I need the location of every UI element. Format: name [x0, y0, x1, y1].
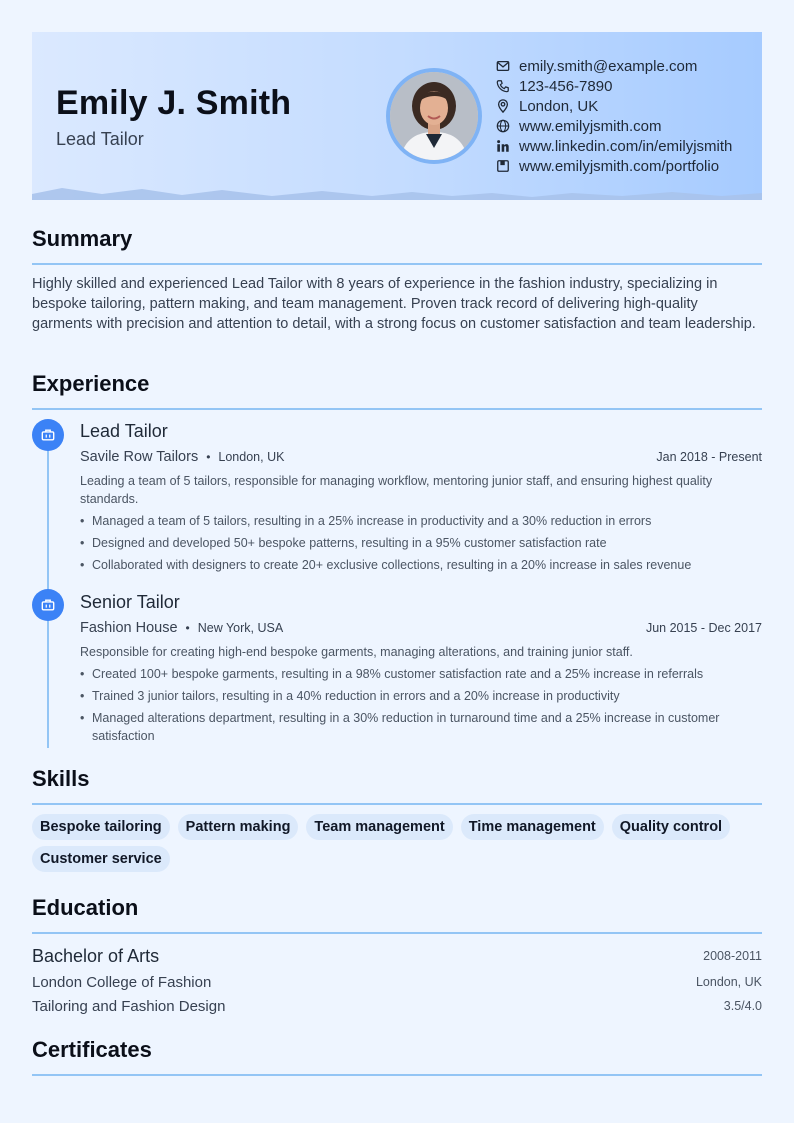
contact-email[interactable]: [496, 56, 732, 76]
education-gpa: 3.5/4.0: [723, 999, 762, 1013]
job-location: New York, USA: [197, 621, 284, 635]
education-school: London College of Fashion: [32, 973, 212, 991]
skill-chip: Time management: [461, 814, 604, 840]
job-entry: [80, 418, 762, 578]
contact-portfolio[interactable]: [496, 156, 732, 176]
summary-text: Highly skilled and experienced Lead Tailor with 8 years of experience in the fashion industry, specializing in bespoke tailoring, pattern making, and team management. Proven track record of delivering high-quality garments with precision and attention to detail, with a strong focus on customer satisfaction and team leadership.: [32, 276, 756, 332]
mail-icon: [496, 59, 510, 73]
job-company: Savile Row Tailors: [80, 449, 199, 465]
portfolio-icon: [496, 159, 510, 173]
phone-icon: [496, 79, 510, 93]
job-description: Responsible for creating high-end bespoke garments, managing alterations, and training junior staff.: [80, 645, 633, 659]
summary-divider: [32, 263, 762, 265]
education-heading: Education: [32, 895, 139, 920]
job-title: Lead Tailor: [80, 421, 168, 441]
contact-portfolio-text: www.emilyjsmith.com/portfolio: [519, 157, 720, 175]
list-item: • Created 100+ bespoke garments, resulting in a 98% customer satisfaction rate and a 25% increase in referrals: [80, 665, 762, 683]
candidate-role: Lead Tailor: [56, 129, 144, 149]
location-pin-icon: [496, 99, 510, 113]
contact-website[interactable]: [496, 116, 732, 136]
contact-list: [496, 56, 732, 176]
job-entry: [80, 589, 762, 749]
education-field: Tailoring and Fashion Design: [32, 997, 226, 1015]
contact-phone[interactable]: [496, 76, 732, 96]
contact-location: [496, 96, 732, 116]
skill-chip: Team management: [306, 814, 452, 840]
list-item: • Designed and developed 50+ bespoke patterns, resulting in a 95% customer satisfaction rate: [80, 534, 762, 552]
job-meta: [80, 444, 762, 470]
briefcase-icon: [32, 419, 64, 451]
education-degree: Bachelor of Arts: [32, 945, 160, 966]
meta-separator: •: [206, 450, 211, 464]
skill-chip: Pattern making: [178, 814, 299, 840]
education-location: London, UK: [695, 975, 762, 989]
education-divider: [32, 932, 762, 934]
list-item: • Collaborated with designers to create 20+ exclusive collections, resulting in a 20% increase in sales revenue: [80, 556, 762, 574]
globe-icon: [496, 119, 510, 133]
meta-separator: •: [185, 621, 190, 635]
education-years: 2008-2011: [703, 949, 762, 963]
contact-linkedin-text: www.linkedin.com/in/emilyjsmith: [519, 137, 733, 155]
certificates-heading: Certificates: [32, 1037, 152, 1062]
contact-email-text: emily.smith@example.com: [519, 57, 698, 75]
job-title: Senior Tailor: [80, 592, 180, 612]
certificates-divider: [32, 1074, 762, 1076]
header-wave-decoration: [32, 184, 762, 200]
job-achievements: [80, 512, 762, 574]
experience-heading: Experience: [32, 371, 150, 396]
job-dates: Jan 2018 - Present: [656, 450, 762, 464]
profile-photo: [386, 68, 482, 164]
contact-linkedin[interactable]: [496, 136, 732, 156]
job-dates: Jun 2015 - Dec 2017: [645, 621, 762, 635]
skill-chip: Bespoke tailoring: [32, 814, 170, 840]
summary-heading: Summary: [32, 226, 133, 251]
experience-divider: [32, 408, 762, 410]
briefcase-icon: [32, 589, 64, 621]
list-item: • Managed alterations department, resulting in a 30% reduction in turnaround time and a 25% increase in customer satisfaction: [80, 709, 762, 745]
skills-heading: Skills: [32, 766, 90, 791]
contact-phone-text: 123-456-7890: [519, 77, 613, 95]
list-item: • Trained 3 junior tailors, resulting in a 40% reduction in errors and a 20% increase in productivity: [80, 687, 762, 705]
skill-chip: Quality control: [612, 814, 730, 840]
candidate-name: Emily J. Smith: [56, 84, 292, 122]
job-achievements: [80, 665, 762, 745]
skills-divider: [32, 803, 762, 805]
linkedin-icon: [496, 139, 510, 153]
job-description: Leading a team of 5 tailors, responsible for managing workflow, mentoring junior staff, and ensuring highest quality standards.: [80, 474, 713, 506]
contact-website-text: www.emilyjsmith.com: [519, 117, 662, 135]
contact-location-text: London, UK: [519, 97, 599, 115]
resume-header: [32, 32, 762, 200]
list-item: • Managed a team of 5 tailors, resulting in a 25% increase in productivity and a 30% reduction in errors: [80, 512, 762, 530]
skill-chip: Customer service: [32, 846, 170, 872]
job-company: Fashion House: [80, 620, 178, 636]
education-school-row: [32, 971, 762, 993]
skills-list: [32, 814, 762, 872]
job-location: London, UK: [218, 450, 285, 464]
education-degree-row: [32, 943, 762, 969]
job-meta: [80, 615, 762, 641]
education-field-row: [32, 995, 762, 1017]
